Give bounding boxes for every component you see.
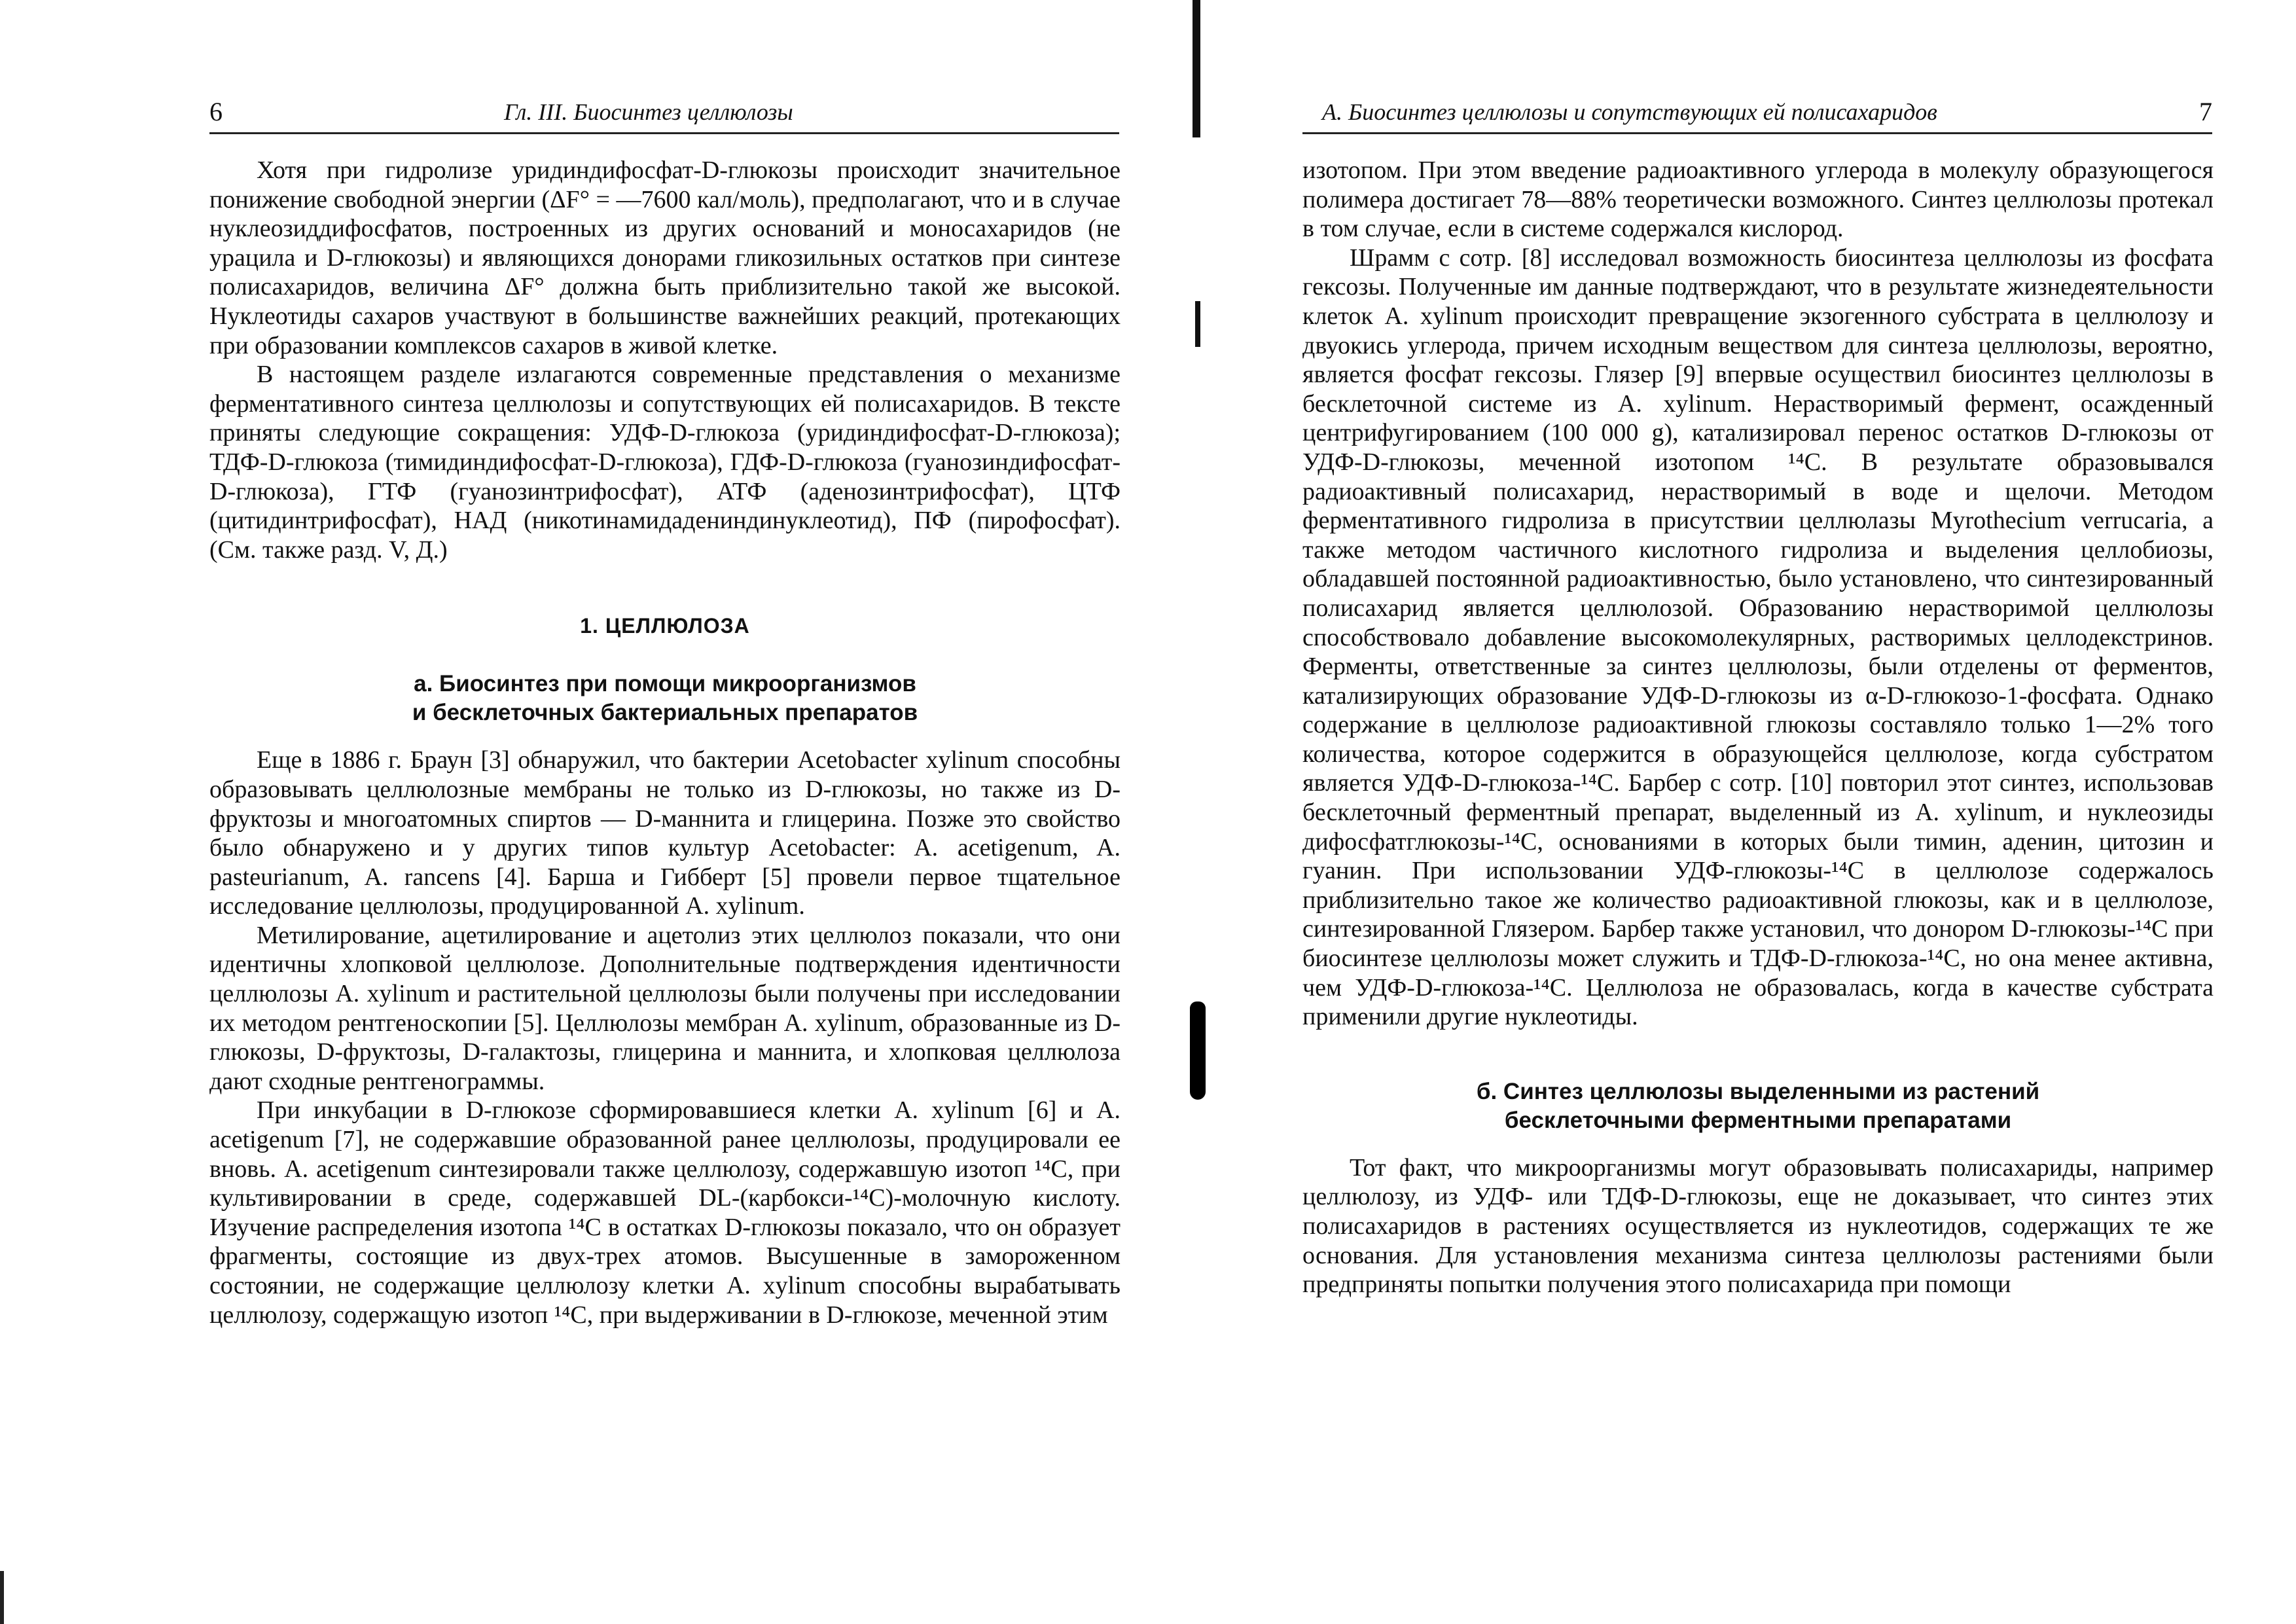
- section-heading-cellulose: 1. ЦЕЛЛЮЛОЗА: [580, 614, 750, 638]
- right-running-head: [1302, 92, 2212, 134]
- right-page: [1204, 0, 2296, 1624]
- right-paragraph-3: Тот факт, что микроорганизмы могут образовывать полисахариды, например целлюлозу, из УДФ- или ТДФ-D-глюкозы, еще не доказывает, что синтез этих полисахаридов в растениях осуществляется из нуклеотидов, содержащих те же основания. Для установления механизма синтеза целлюлозы растениями были предприняты попытки получения этого полисахарида при помощи: [1302, 1153, 2214, 1299]
- right-running-title: А. Биосинтез целлюлозы и сопутствующих ей полисахаридов: [1322, 99, 1937, 125]
- left-running-title: Гл. III. Биосинтез целлюлозы: [504, 99, 793, 125]
- scan-speckle-row: [1302, 1054, 2214, 1077]
- left-running-head: [209, 92, 1119, 134]
- left-paragraph-4: Метилирование, ацетилирование и ацетолиз этих целлюлоз показали, что они идентичны хлопковой целлюлозе. Дополнительные подтверждения идентичности целлюлозы A. xylinum и растительной целлюлозы были получены при исследовании их методом рентгеноскопии [5]. Целлюлозы мембран A. xylinum, образованные из D-глюкозы, D-фруктозы, D-галактозы, глицерина и маннита, и хлопковая целлюлоза дают сходные рентгенограммы.: [209, 921, 1121, 1095]
- right-paragraph-2: Шрамм с сотр. [8] исследовал возможность биосинтеза целлюлозы из фосфата гексозы. Полученные им данные подтверждают, что в результате жизнедеятельности клеток A. xylinum происходит превращение экзогенного субстрата в целлюлозу и двуокись углерода, причем исходным веществом для синтеза целлюлозы, вероятно, является фосфат гексозы. Глязер [9] впервые осуществил биосинтез целлюлозы в бесклеточной системе из A. xylinum. Нерастворимый фермент, осажденный центрифугированием (100 000 g), катализировал перенос остатков D-глюкозы от УДФ-D-глюкозы, меченной изотопом ¹⁴C. В результате образовывался радиоактивный полисахарид, нерастворимый в воде и щелочи. Методом ферментативного гидролиза в присутствии целлюлазы Myrothecium verrucaria, а также методом частичного кислотного гидролиза и выделения целлобиозы, обладавшей постоянной радиоактивностью, было установлено, что синтезированный полисахарид является целлюлозой. Образованию нерастворимой целлюлозы способствовало добавление высокомолекулярных, растворимых целлодекстринов. Ферменты, ответственные за синтез целлюлозы, были отделены от ферментов, катализирующих образование УДФ-D-глюкозы из α-D-глюкозо-1-фосфата. Однако содержание в целлюлозе радиоактивной глюкозы составляло только 1—2% того количества, которое содержится в образующейся целлюлозе, когда субстратом является УДФ-D-глюкоза-¹⁴C. Барбер с сотр. [10] повторил этот синтез, использовав бесклеточный ферментный препарат, выделенный из A. xylinum, и нуклеозиды дифосфатглюкозы-¹⁴C, основаниями в которых были тимин, аденин, цитозин и гуанин. При использовании УДФ-глюкозы-¹⁴C в целлюлозе содержалось приблизительно такое же количество радиоактивной глюкозы, как и в целлюлозе, синтезированной Глязером. Барбер также установил, что донором D-глюкозы-¹⁴C при биосинтезе целлюлозы может служить и ТДФ-D-глюкоза-¹⁴C, но она менее активна, чем УДФ-D-глюкоза-¹⁴C. Целлюлоза не образовалась, когда в качестве субстрата применили другие нуклеотиды.: [1302, 244, 2214, 1031]
- left-paragraph-2: В настоящем разделе излагаются современные представления о механизме ферментативного синтеза целлюлозы и сопутствующих ей полисахаридов. В тексте приняты следующие сокращения: УДФ-D-глюкоза (уридиндифосфат-D-глюкоза); ТДФ-D-глюкоза (тимидиндифосфат-D-глюкоза), ГДФ-D-глюкоза (гуанозиндифосфат-D-глюкоза), ГТФ (гуанозинтрифосфат), АТФ (аденозинтрифосфат), ЦТФ (цитидинтрифосфат), НАД (никотинамидадениндинуклеотид), ПФ (пирофосфат). (См. также разд. V, Д.): [209, 361, 1121, 564]
- subsection-heading-a: [209, 670, 1121, 727]
- left-paragraph-5: При инкубации в D-глюкозе сформировавшиеся клетки A. xylinum [6] и A. acetigenum [7], не содержавшие образованной ранее целлюлозы, продуцировали ее вновь. A. acetigenum синтезировали также целлюлозу, содержавшую изотоп ¹⁴C, при культивировании в среде, содержавшей DL-(карбокси-¹⁴C)-молочную кислоту. Изучение распределения изотопа ¹⁴C в остатках D-глюкозы показало, что он образует фрагменты, состоящие из двух-трех атомов. Высушенные в замороженном состоянии, не содержащие целлюлозу клетки A. xylinum способны вырабатывать целлюлозу, содержащую изотоп ¹⁴C, при выдерживании в D-глюкозе, меченной этим: [209, 1096, 1121, 1329]
- right-paragraph-1: изотопом. При этом введение радиоактивного углерода в молекулу образующегося полимера достигает 78—88% теоретически возможного. Синтез целлюлозы протекал в том случае, если в системе содержался кислород.: [1302, 156, 2214, 243]
- subsection-heading-b-line1: б. Синтез целлюлозы выделенными из растений: [1476, 1078, 2040, 1104]
- left-paragraph-1: Хотя при гидролизе уридиндифосфат-D-глюкозы происходит значительное понижение свободной энергии (ΔF° = —7600 кал/моль), предполагают, что и в случае нуклеозиддифосфатов, построенных из других оснований и моносахаридов (не урацила и D-глюкозы) и являющихся донорами гликозильных остатков при синтезе полисахаридов, величина ΔF° должна быть приблизительно такой же высокой. Нуклеотиды сахаров участвуют в большинстве важнейших реакций, протекающих при образовании комплексов сахаров в живой клетке.: [209, 156, 1121, 359]
- right-text-block: [1302, 156, 2214, 1299]
- subsection-heading-b-line2: бесклеточными ферментными препаратами: [1504, 1107, 2012, 1133]
- gutter-shadow-top: [1193, 0, 1200, 137]
- subsection-heading-a-line2: и бесклеточных бактериальных препаратов: [412, 700, 918, 726]
- left-paragraph-3: Еще в 1886 г. Браун [3] обнаружил, что бактерии Acetobacter xylinum способны образовывать целлюлозные мембраны не только из D-глюкозы, но также из D-фруктозы и многоатомных спиртов — D-маннита и глицерина. Позже это свойство было обнаружено и у других типов культур Acetobacter: A. acetigenum, A. pasteurianum, A. rancens [4]. Барша и Гибберт [5] провели первое тщательное исследование целлюлозы, продуцированной A. xylinum.: [209, 746, 1121, 920]
- gutter-ink-blot: [1190, 1001, 1206, 1100]
- right-page-number: 7: [2199, 97, 2212, 126]
- subsection-heading-a-line1: а. Биосинтез при помощи микроорганизмов: [414, 671, 916, 697]
- gutter-shadow-mid: [1195, 301, 1200, 347]
- subsection-heading-b: [1302, 1077, 2214, 1135]
- left-page-number: 6: [209, 97, 223, 126]
- left-text-block: [209, 156, 1121, 1329]
